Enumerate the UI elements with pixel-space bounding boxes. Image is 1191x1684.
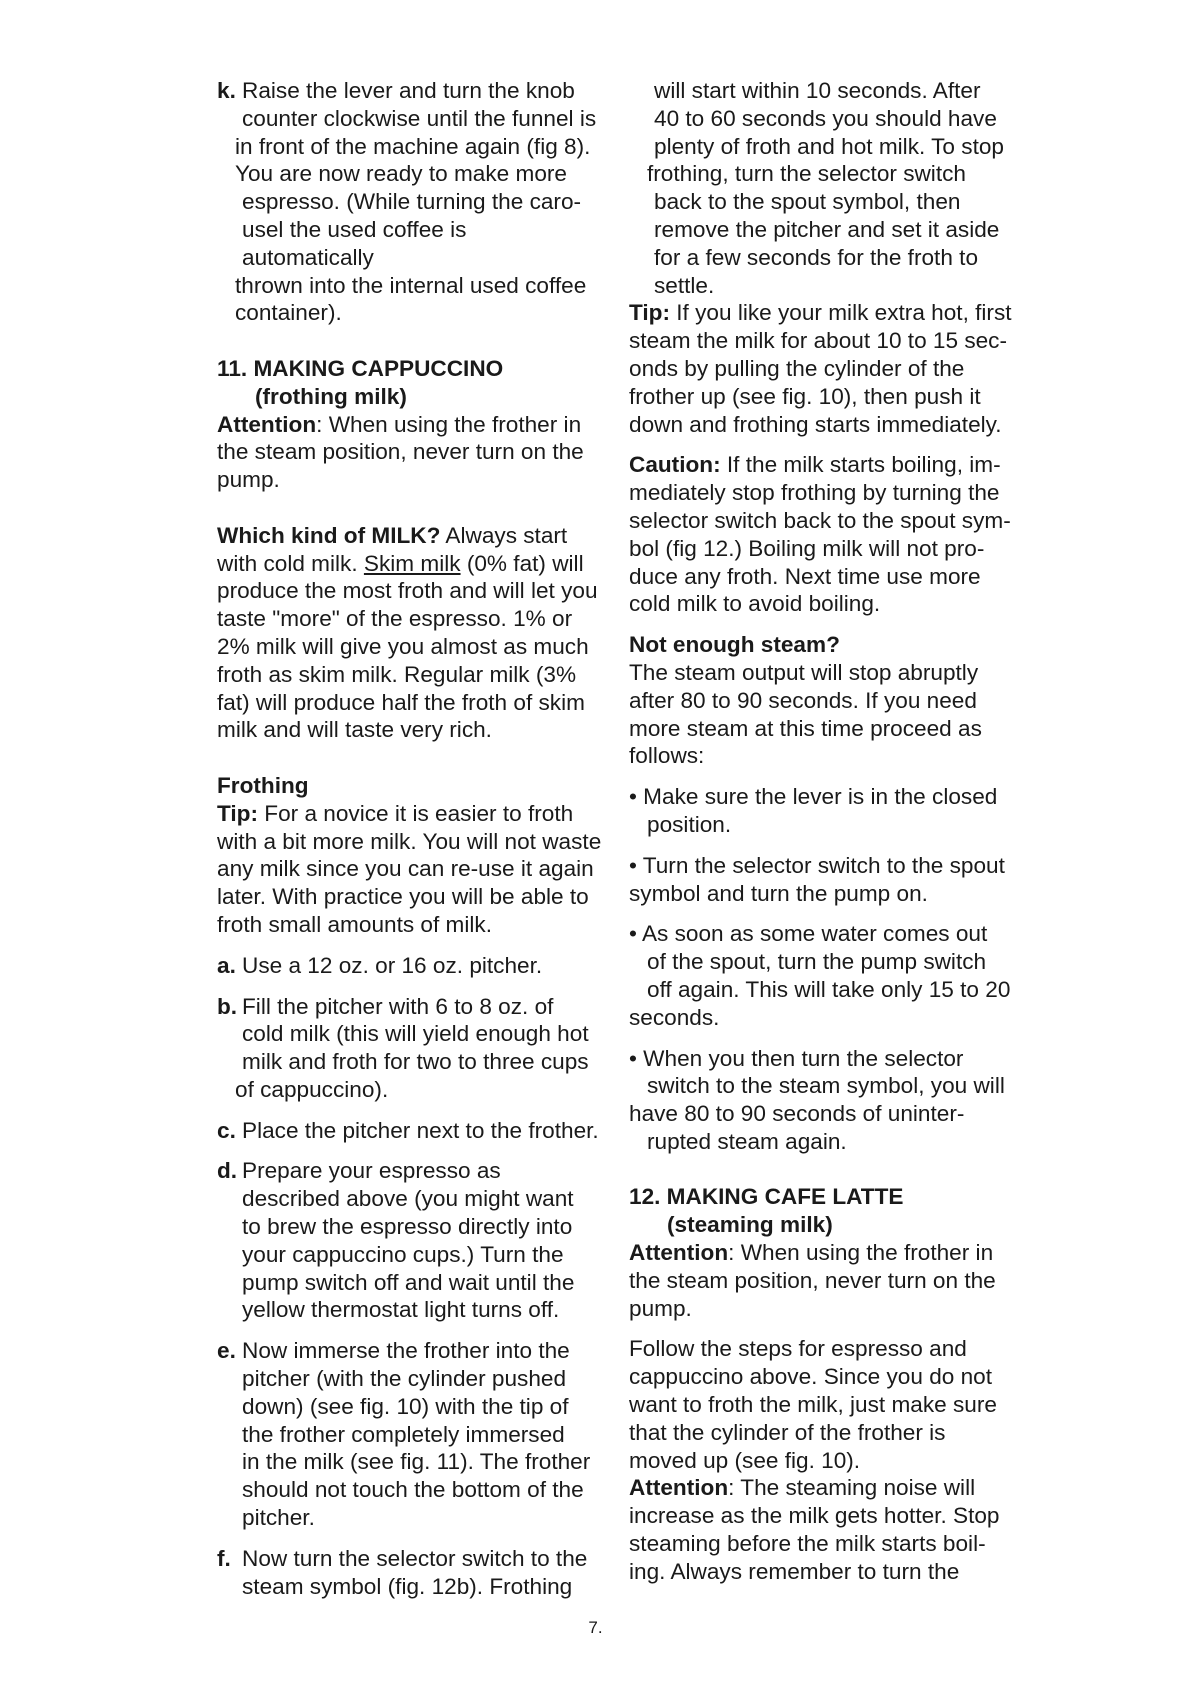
- step-k-line: usel the used coffee is automatically: [242, 216, 467, 270]
- step-k-line: container).: [235, 300, 342, 326]
- milk-heading: Which kind of MILK?: [217, 522, 441, 548]
- frothing-heading: Frothing: [217, 772, 309, 798]
- section-11-title: 11. MAKING CAPPUCCINO: [217, 355, 504, 381]
- section-11-subtitle: (frothing milk): [255, 383, 407, 409]
- attention-label: Attention: [217, 411, 317, 437]
- left-column: [217, 77, 602, 1600]
- step-f-continuation: will start within 10 seconds. After 40 to 60 seconds you should have plenty of froth and hot milk. To stop frothing, turn the selector switch back to the spout symbol, then remove the pitcher and set it aside for a few seconds for the froth to settle.: [647, 78, 1004, 298]
- caution-paragraph: Caution: If the milk starts boiling, im- mediately stop frothing by turning the selector switch back to the spout sym- bol (fig 12.) Boiling milk will not pro- duce any froth. Next time use more cold milk to avoid boiling.: [629, 452, 1011, 617]
- step-d: d. Prepare your espresso as described above (you might want to brew the espresso directly into your cappuccino cups.) Turn the pump switch off and wait until the yellow thermostat light turns off.: [217, 1158, 575, 1323]
- bullet-item: • When you then turn the selector switch to the steam symbol, you will have 80 to 90 seconds of uninter- rupted steam again.: [629, 1045, 1005, 1154]
- steam-paragraph: The steam output will stop abruptly after 80 to 90 seconds. If you need more steam at this time proceed as follows:: [629, 659, 982, 769]
- follow-steps-paragraph: Follow the steps for espresso and cappuccino above. Since you do not want to froth the milk, just make sure that the cylinder of the frother is moved up (see fig. 10).: [629, 1336, 997, 1473]
- section-12-title: 12. MAKING CAFE LATTE: [629, 1184, 904, 1210]
- step-label: k.: [217, 78, 236, 103]
- bullet-item: • Make sure the lever is in the closed position.: [629, 784, 998, 837]
- step-k-line: Raise the lever and turn the knob: [242, 78, 575, 103]
- tip-label: Tip:: [217, 800, 258, 826]
- step-b: b. Fill the pitcher with 6 to 8 oz. of cold milk (this will yield enough hot milk and froth for two to three cups of cappuccino).: [217, 993, 589, 1102]
- page-number: 7.: [588, 1618, 603, 1637]
- tip-paragraph: Tip: For a novice it is easier to froth with a bit more milk. You will not waste any milk since you can re-use it again later. With practice you will be able to froth small amounts of milk.: [217, 800, 602, 937]
- step-c: c. Place the pitcher next to the frother.: [217, 1117, 599, 1143]
- attention-paragraph: Attention: When using the frother in the steam position, never turn on the pump.: [217, 411, 584, 493]
- step-k-line: espresso. (While turning the caro-: [242, 189, 582, 215]
- right-column: [629, 77, 1024, 1586]
- bullet-item: • As soon as some water comes out of the spout, turn the pump switch off again. This will take only 15 to 20 seconds.: [629, 921, 1011, 1030]
- step-k-line: thrown into the internal used coffee: [235, 272, 587, 298]
- bullet-item: • Turn the selector switch to the spout symbol and turn the pump on.: [629, 852, 1005, 906]
- attention-label: Attention: [629, 1475, 729, 1501]
- not-enough-steam-heading: Not enough steam?: [629, 632, 840, 658]
- tip-label: Tip:: [629, 300, 670, 326]
- milk-paragraph: Which kind of MILK? Always start with cold milk. Skim milk (0% fat) will produce the most froth and will let you taste "more" of the espresso. 1% or 2% milk will give you almost as much froth as skim milk. Regular milk (3% fat) will produce half the froth of skim milk and will taste very rich.: [217, 522, 598, 743]
- attention-noise-paragraph: Attention: The steaming noise will increase as the milk gets hotter. Stop steaming before the milk starts boil- ing. Always remember to turn the: [629, 1475, 1000, 1584]
- skim-milk-underline: Skim milk: [363, 550, 461, 576]
- step-k-line: You are now ready to make more: [235, 161, 567, 187]
- attention-label: Attention: [629, 1240, 729, 1266]
- step-k: [217, 77, 602, 327]
- step-e: e. Now immerse the frother into the pitcher (with the cylinder pushed down) (see fig. 10) with the tip of the frother completely immersed in the milk (see fig. 11). The frother should not touch the bottom of the pitcher.: [217, 1338, 591, 1531]
- step-f: f. Now turn the selector switch to the steam symbol (fig. 12b). Frothing: [217, 1545, 588, 1599]
- attention-paragraph: Attention: When using the frother in the steam position, never turn on the pump.: [629, 1240, 996, 1321]
- caution-label: Caution:: [629, 452, 721, 478]
- step-k-line: in front of the machine again (fig 8).: [235, 133, 591, 159]
- tip-extra-hot-paragraph: Tip: If you like your milk extra hot, first steam the milk for about 10 to 15 sec- onds by pulling the cylinder of the frother up (see fig. 10), then push it down and frothing starts immediately.: [629, 300, 1012, 437]
- step-k-line: counter clockwise until the funnel is: [242, 105, 597, 131]
- section-12-subtitle: (steaming milk): [667, 1212, 833, 1238]
- step-a: a. Use a 12 oz. or 16 oz. pitcher.: [217, 952, 543, 978]
